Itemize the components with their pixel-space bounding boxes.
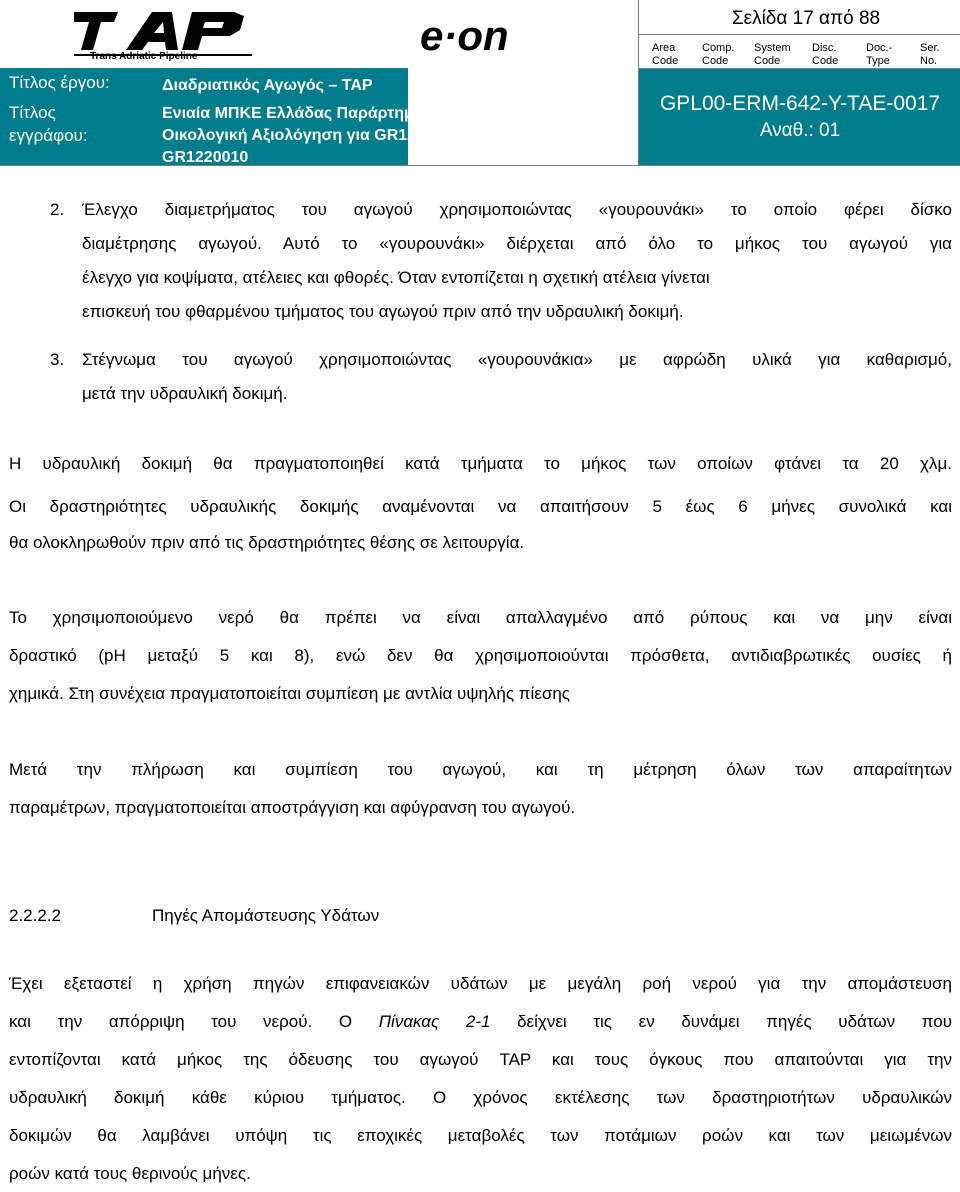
paragraph-line: εντοπίζονται κατά μήκος της όδευσης του αγωγού TAP και τους όγκους που απαιτούνται για την bbox=[9, 1050, 952, 1069]
svg-text:e·on: e·on bbox=[420, 14, 509, 58]
paragraph-line bbox=[9, 1004, 952, 1040]
header-code-block bbox=[638, 68, 960, 166]
paragraph-line: παραμέτρων, πραγματοποιείται αποστράγγιση και αφύγρανση του αγωγού. bbox=[9, 798, 576, 817]
project-title-label: Τίτλος έργου: bbox=[9, 73, 110, 92]
table-reference: Πίνακας 2-1 bbox=[378, 1012, 491, 1031]
list-item-text: μετά την υδραυλική δοκιμή. bbox=[82, 384, 288, 403]
paragraph-line: ροών κατά τους θερινούς μήνες. bbox=[9, 1164, 251, 1183]
revision-number: Αναθ.: 01 bbox=[759, 120, 841, 141]
text-run: δείχνει τις εν δυνάμει πηγές υδάτων που bbox=[490, 1012, 952, 1031]
header-divider bbox=[638, 68, 960, 69]
paragraph-line: Έχει εξεταστεί η χρήση πηγών επιφανειακών υδάτων με μεγάλη ροή νερού για την απομάστευση bbox=[9, 974, 952, 993]
paragraph-line: Οι δραστηριότητες υδραυλικής δοκιμής αναμένονται να απαιτήσουν 5 έως 6 μήνες συνολικά και bbox=[9, 497, 952, 516]
header-divider bbox=[0, 165, 960, 166]
document-header bbox=[0, 0, 960, 166]
document-title-label: εγγράφου: bbox=[9, 126, 88, 145]
project-title-value: Διαδριατικός Αγωγός – TAP bbox=[162, 77, 373, 94]
text-run: και την απόρριψη του νερού. Ο bbox=[9, 1012, 379, 1031]
list-item-number: 3. bbox=[50, 350, 65, 369]
document-title-value: GR1220010 bbox=[162, 149, 249, 166]
document-title-value: Οικολογική Αξιολόγηση για GR1220002 και bbox=[162, 127, 488, 144]
page-number: Σελίδα 17 από 88 bbox=[731, 8, 881, 29]
code-header-doctype: Doc.- Type bbox=[866, 42, 893, 67]
paragraph-line: χημικά. Στη συνέχεια πραγματοποιείται συμπίεση με αντλία υψηλής πίεσης bbox=[9, 684, 570, 703]
list-item-text: διαμέτρησης αγωγού. Αυτό το «γουρουνάκι» διέρχεται από όλο το μήκος του αγωγού για bbox=[82, 234, 952, 253]
list-item-number: 2. bbox=[50, 200, 65, 219]
list-item-text: Έλεγχο διαμετρήματος του αγωγού χρησιμοποιώντας «γουρουνάκι» το οποίο φέρει δίσκο bbox=[82, 200, 952, 219]
code-header-disc: Disc. Code bbox=[812, 42, 839, 67]
list-item-text: έλεγχο για κοψίματα, ατέλειες και φθορές. Όταν εντοπίζεται η σχετική ατέλεια γίνεται bbox=[82, 268, 710, 287]
document-title-value: Ενιαία ΜΠΚΕ Ελλάδας Παράρτημα 8.11- Ειδική bbox=[162, 105, 517, 122]
list-item-text: Στέγνωμα του αγωγού χρησιμοποιώντας «γουρουνάκια» με αφρώδη υλικά για καθαρισμό, bbox=[82, 350, 952, 369]
code-header-system: System Code bbox=[754, 42, 791, 67]
document-code: GPL00-ERM-642-Y-TAE-0017 bbox=[659, 92, 941, 115]
tap-logo-subtitle: Trans Adriatic Pipeline bbox=[90, 51, 198, 62]
section-heading: Πηγές Απομάστευσης Υδάτων bbox=[152, 906, 380, 925]
code-header-comp: Comp. Code bbox=[702, 42, 735, 67]
paragraph-line: Η υδραυλική δοκιμή θα πραγματοποιηθεί κατά τμήματα το μήκος των οποίων φτάνει τα 20 χλμ. bbox=[9, 454, 952, 473]
code-header-area: Area Code bbox=[652, 42, 679, 67]
code-header-serno: Ser. No. bbox=[920, 42, 940, 67]
document-title-label: Τίτλος bbox=[9, 103, 56, 122]
eon-logo bbox=[420, 14, 540, 58]
paragraph-line: Το χρησιμοποιούμενο νερό θα πρέπει να είναι απαλλαγμένο από ρύπους και να μην είναι bbox=[9, 608, 952, 627]
list-item-text: επισκευή του φθαρμένου τμήματος του αγωγού πριν από την υδραυλική δοκιμή. bbox=[82, 302, 684, 321]
paragraph-line: υδραυλική δοκιμή κάθε κύριου τμήματος. Ο χρόνος εκτέλεσης των δραστηριοτήτων υδραυλικών bbox=[9, 1088, 952, 1107]
paragraph-line: Μετά την πλήρωση και συμπίεση του αγωγού, και τη μέτρηση όλων των απαραίτητων bbox=[9, 760, 952, 779]
header-divider bbox=[638, 34, 960, 35]
header-divider bbox=[638, 0, 639, 166]
paragraph-line: θα ολοκληρωθούν πριν από τις δραστηριότητες θέσης σε λειτουργία. bbox=[9, 533, 525, 552]
paragraph-line: δραστικό (pH μεταξύ 5 και 8), ενώ δεν θα χρησιμοποιούνται πρόσθετα, αντιδιαβρωτικές ουσίες ή bbox=[9, 646, 952, 665]
paragraph-line: δοκιμών θα λαμβάνει υπόψη τις εποχικές μεταβολές των ποτάμιων ροών και των μειωμένων bbox=[9, 1126, 952, 1145]
section-number: 2.2.2.2 bbox=[9, 906, 61, 925]
